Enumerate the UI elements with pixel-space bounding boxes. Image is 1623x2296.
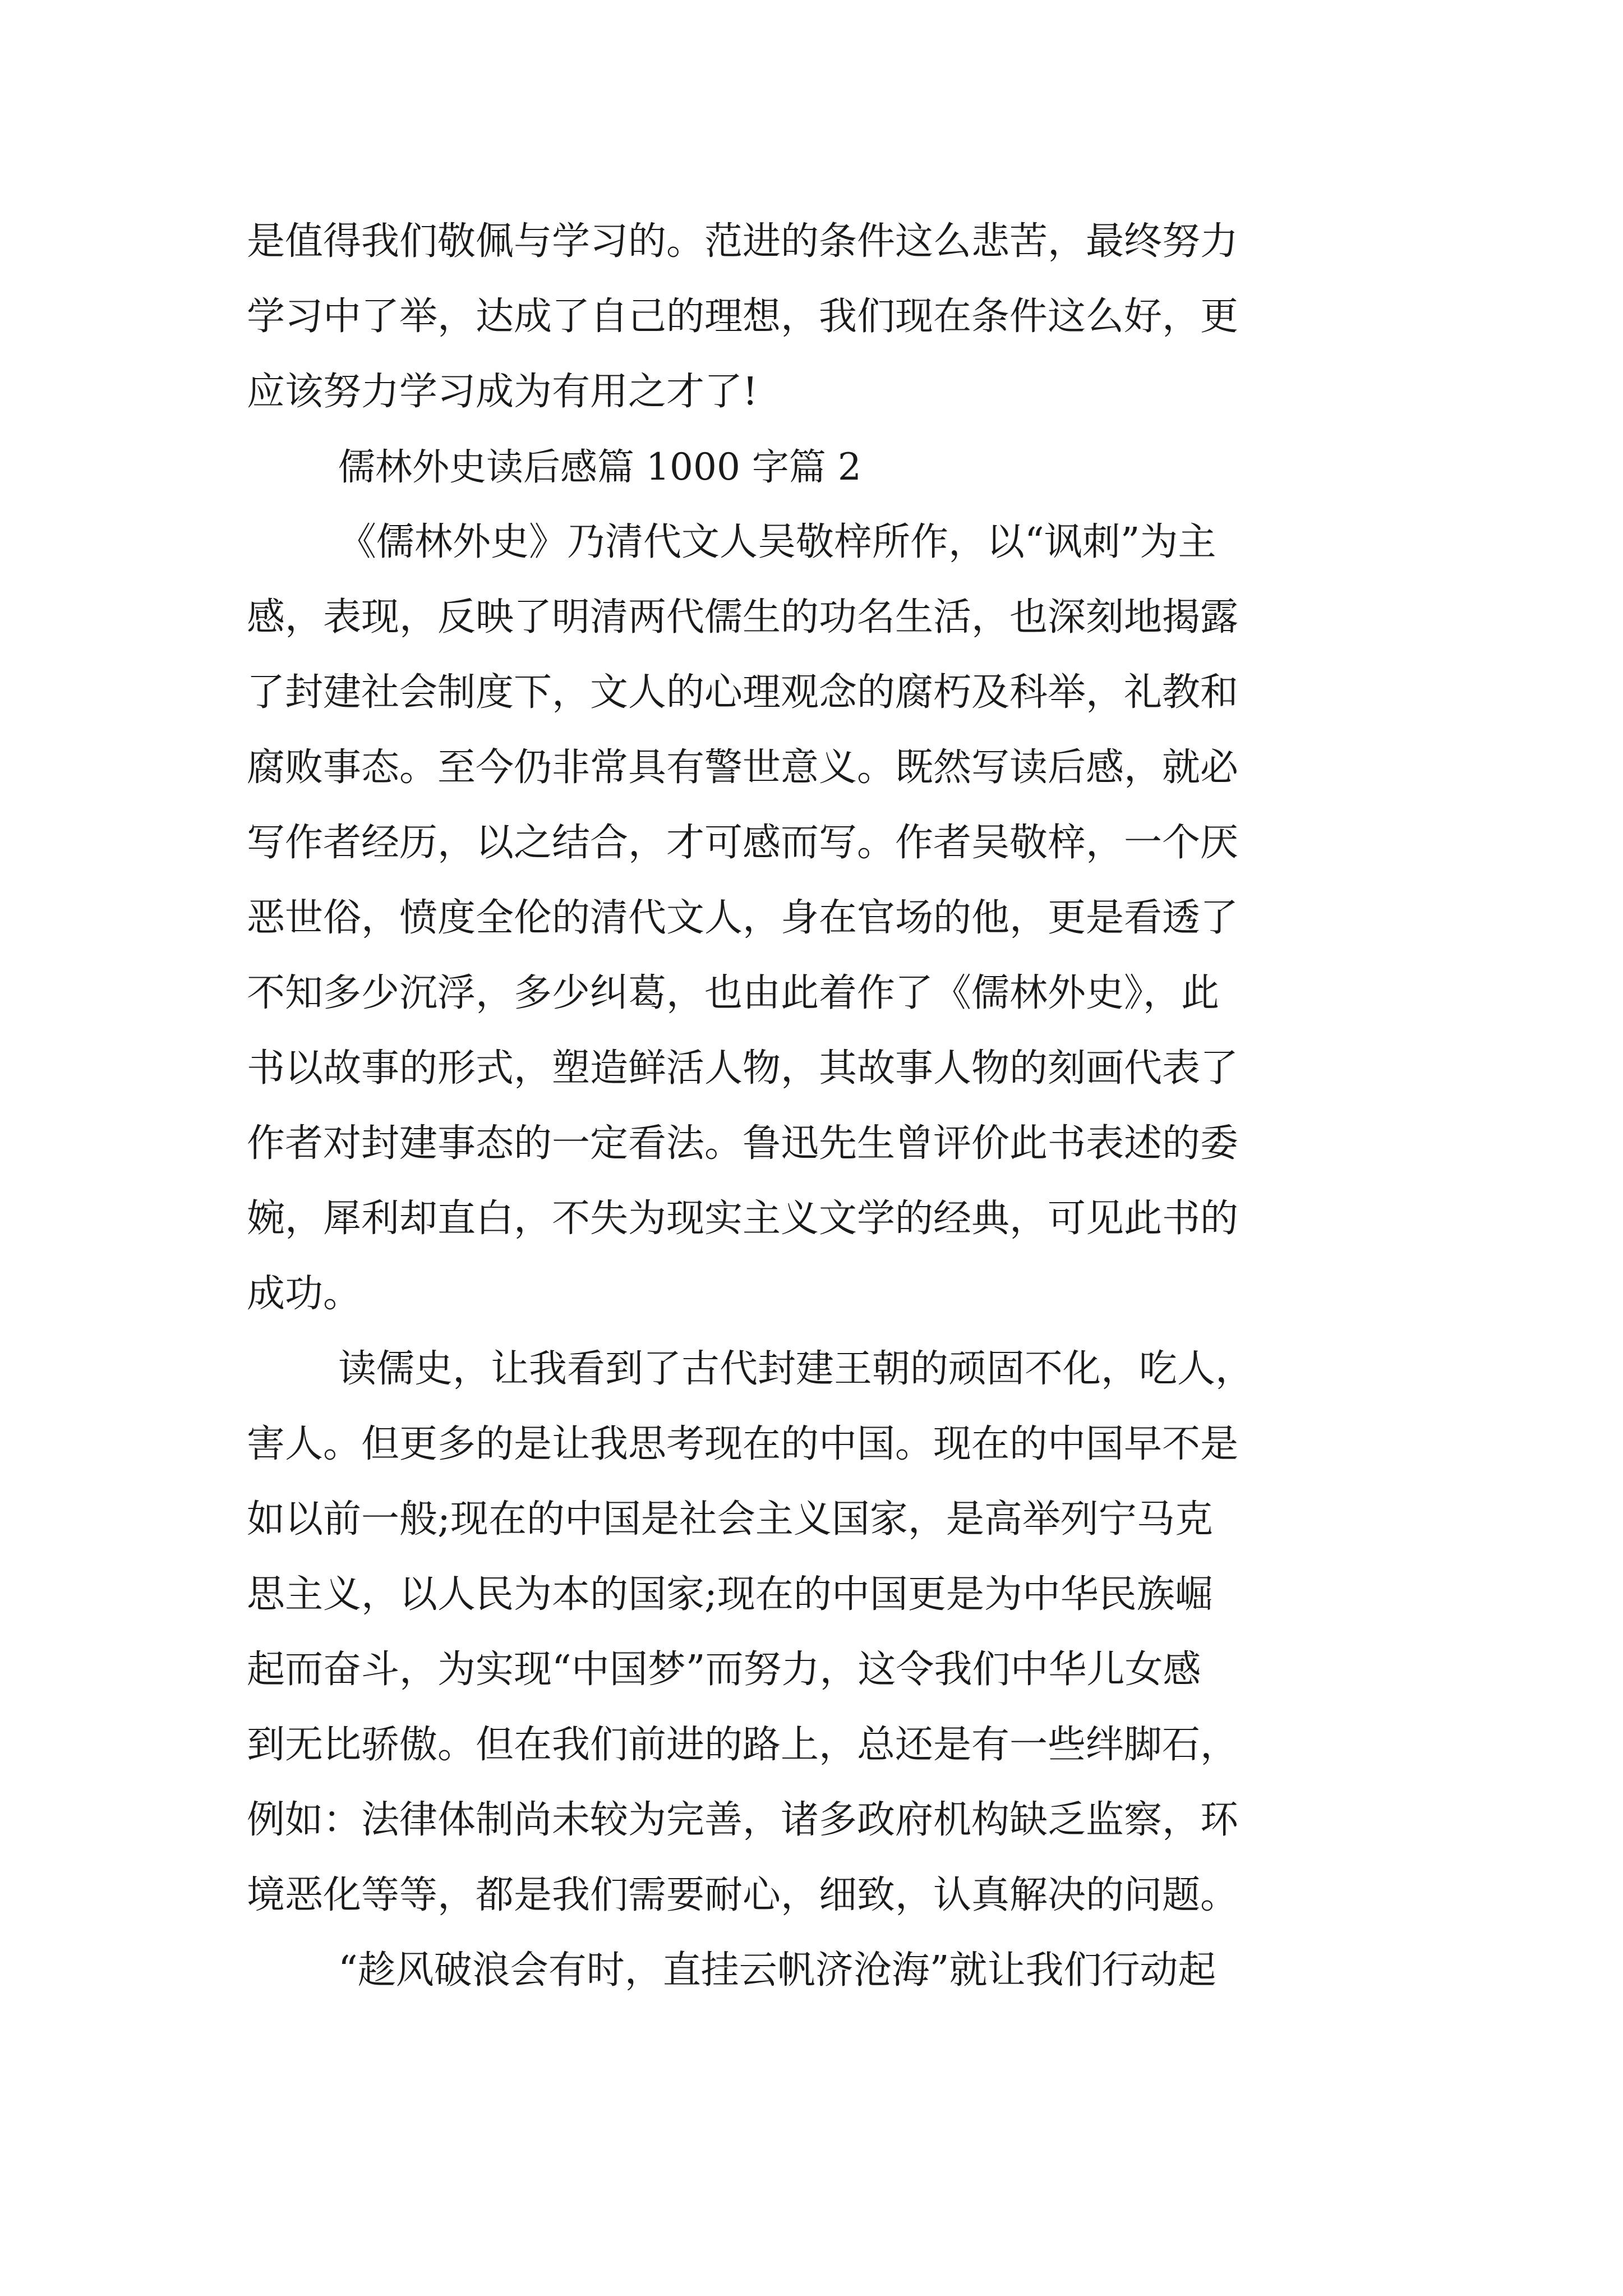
- text-line: 感，表现，反映了明清两代儒生的功名生活，也深刻地揭露: [247, 595, 1239, 639]
- text-line: 学习中了举，达成了自己的理想，我们现在条件这么好，更: [247, 295, 1239, 339]
- text-line: 境恶化等等，都是我们需要耐心，细致，认真解决的问题。: [247, 1873, 1239, 1917]
- text-line: 不知多少沉浮，多少纠葛，也由此着作了《儒林外史》，此: [247, 971, 1220, 1015]
- text-line: “趁风破浪会有时，直挂云帆济沧海”就让我们行动起: [338, 1948, 1216, 1993]
- text-line: 应该努力学习成为有用之才了!: [247, 370, 758, 414]
- text-line: 婉，犀利却直白，不失为现实主义文学的经典，可见此书的: [247, 1197, 1239, 1241]
- text-line: 写作者经历，以之结合，才可感而写。作者吴敬梓，一个厌: [247, 821, 1239, 865]
- text-line: 腐败事态。至今仍非常具有警世意义。既然写读后感，就必: [247, 746, 1239, 790]
- text-line: 起而奋斗，为实现“中国梦”而努力，这令我们中华儿女感: [247, 1648, 1201, 1692]
- text-line: 成功。: [247, 1272, 362, 1316]
- text-line: 读儒史，让我看到了古代封建王朝的顽固不化，吃人，: [338, 1347, 1254, 1391]
- text-line: 害人。但更多的是让我思考现在的中国。现在的中国早不是: [247, 1422, 1239, 1466]
- text-line: 如以前一般;现在的中国是社会主义国家，是高举列宁马克: [247, 1497, 1213, 1542]
- text-line: 了封建社会制度下，文人的心理观念的腐朽及科举，礼教和: [247, 670, 1239, 715]
- text-line: 到无比骄傲。但在我们前进的路上，总还是有一些绊脚石，: [247, 1723, 1239, 1767]
- text-line: 例如：法律体制尚未较为完善，诸多政府机构缺乏监察，环: [247, 1798, 1239, 1842]
- text-line: 恶世俗，愤度全伦的清代文人，身在官场的他，更是看透了: [247, 896, 1239, 940]
- text-line: 《儒林外史》乃清代文人吴敬梓所作，以“讽刺”为主: [338, 520, 1216, 564]
- text-line: 是值得我们敬佩与学习的。范进的条件这么悲苦，最终努力: [247, 219, 1239, 264]
- text-line: 书以故事的形式，塑造鲜活人物，其故事人物的刻画代表了: [247, 1046, 1239, 1091]
- section-heading: 儒林外史读后感篇 1000 字篇 2: [338, 445, 861, 489]
- text-line: 作者对封建事态的一定看法。鲁迅先生曾评价此书表述的委: [247, 1121, 1239, 1166]
- text-line: 思主义，以人民为本的国家;现在的中国更是为中华民族崛: [247, 1572, 1213, 1617]
